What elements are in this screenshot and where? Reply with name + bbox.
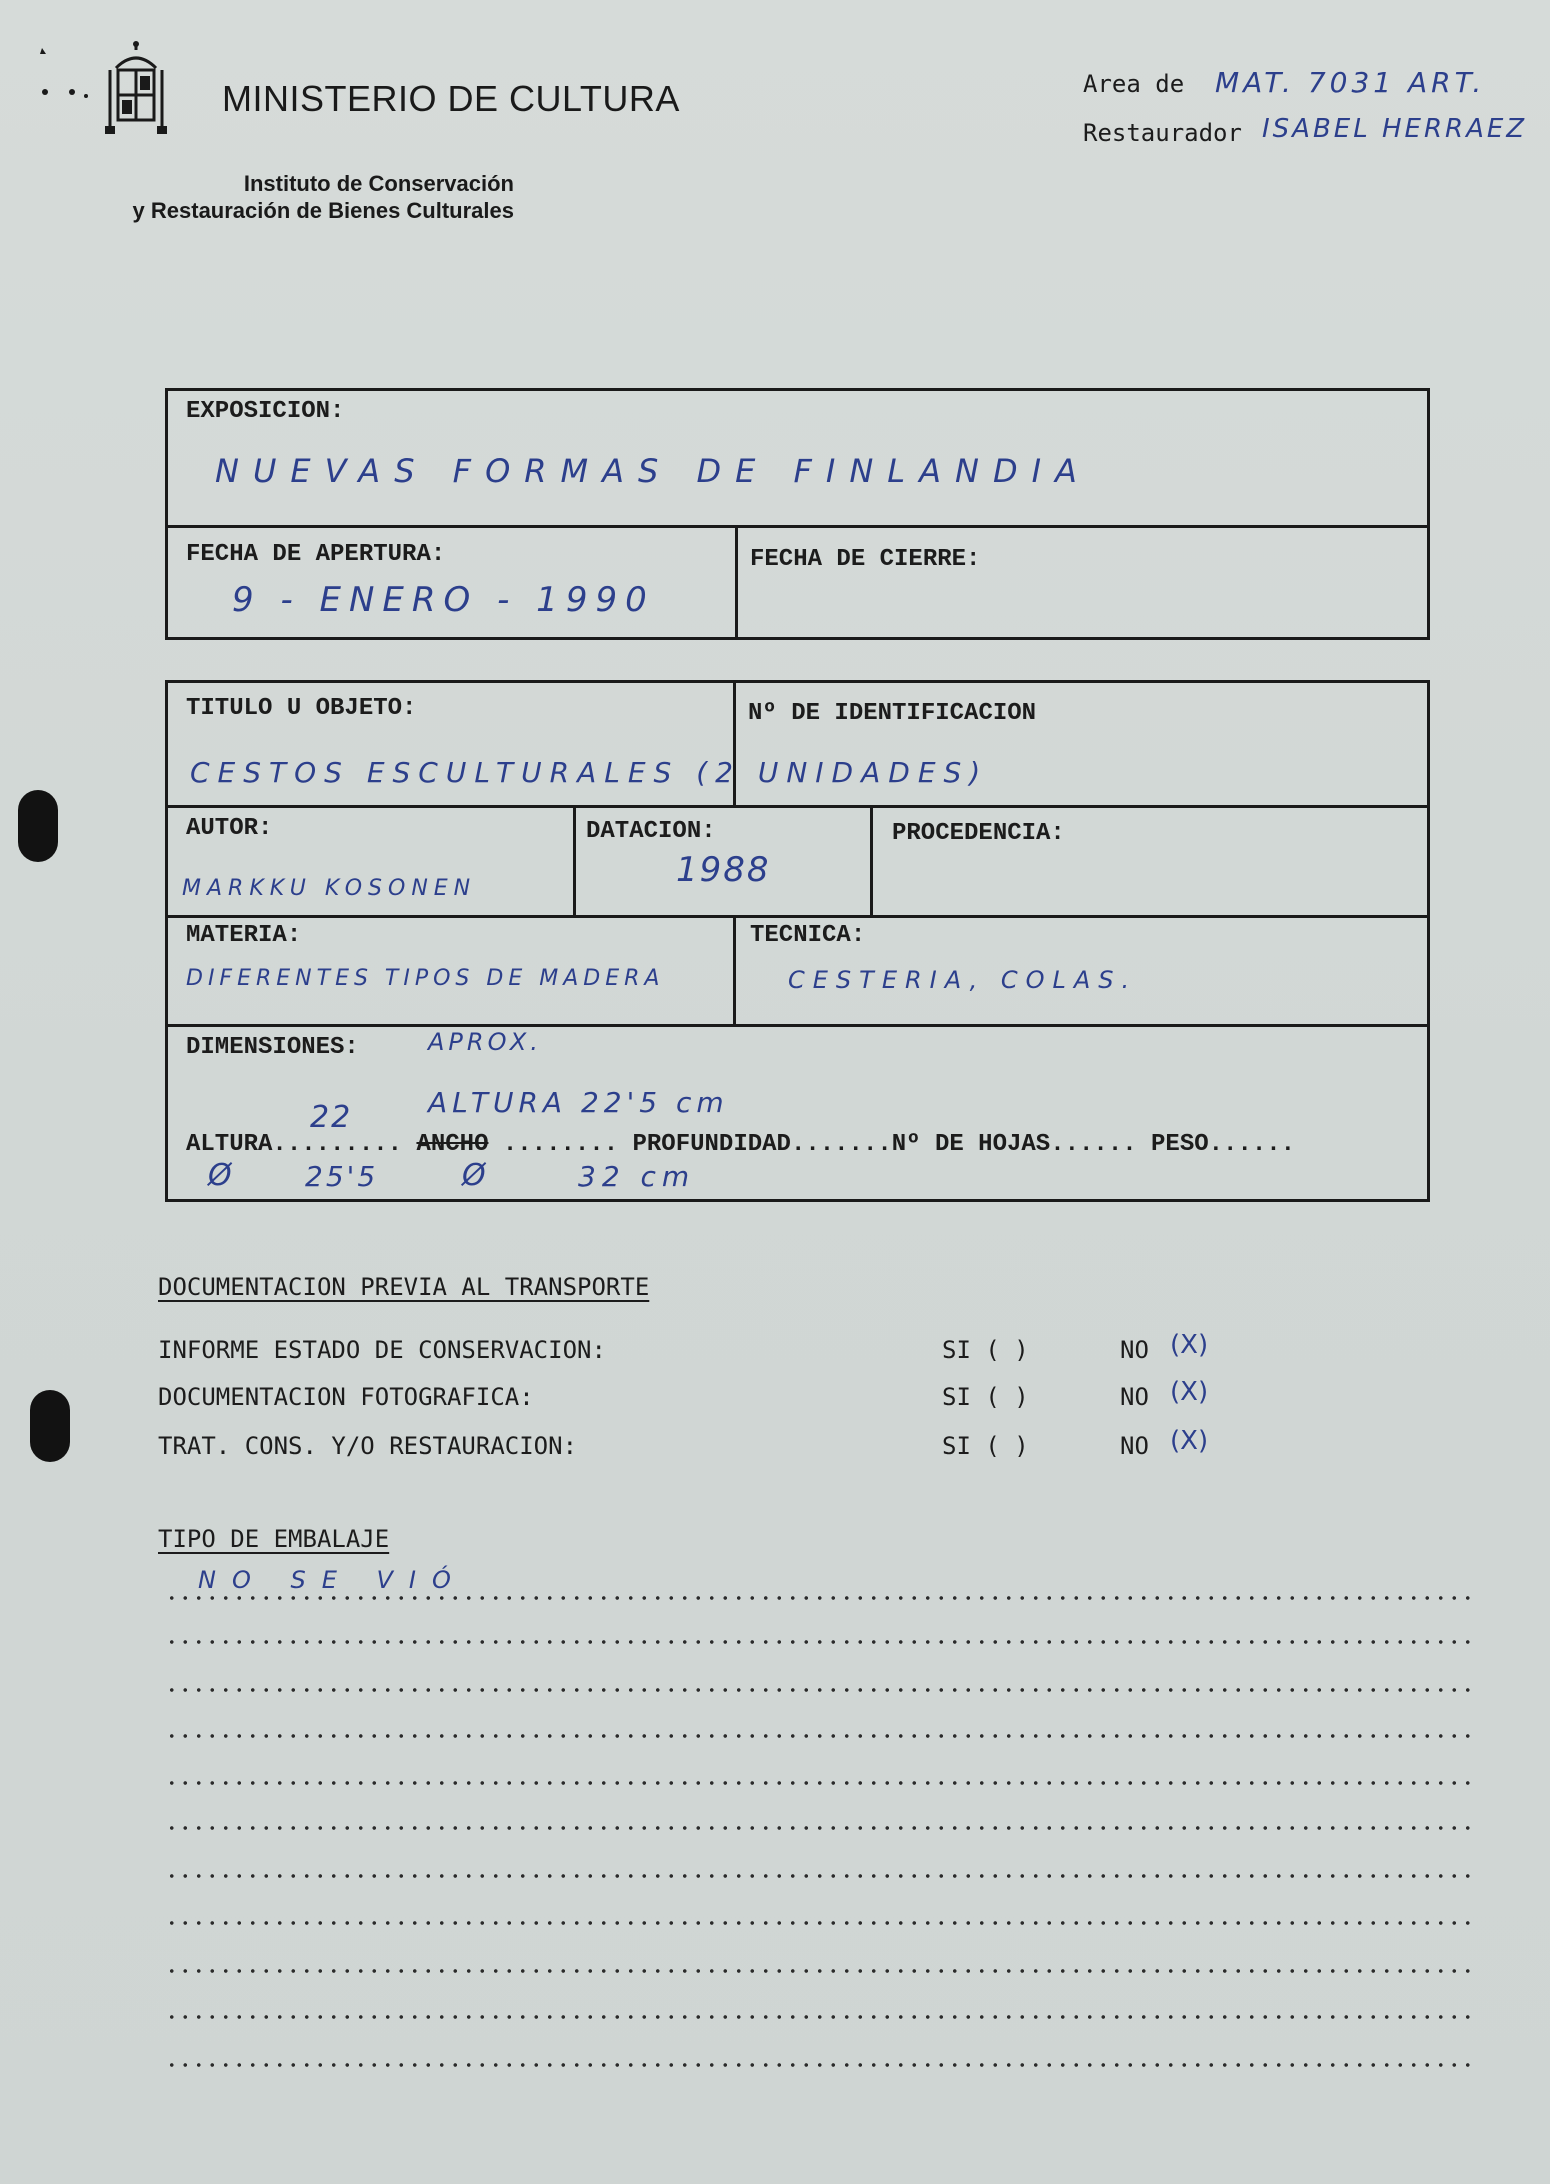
institute-line: y Restauración de Bienes Culturales <box>132 198 514 223</box>
check-mark: (X) <box>1170 1377 1209 1407</box>
punch-hole <box>30 1390 70 1462</box>
divider <box>165 915 1430 918</box>
dotted-line <box>165 1640 1470 1644</box>
dotted-leader: ...... <box>1050 1131 1137 1158</box>
check-mark: (X) <box>1170 1330 1209 1360</box>
dotted-line <box>165 1874 1470 1878</box>
dotted-line <box>165 1826 1470 1830</box>
doc-row-si: SI ( ) <box>942 1336 1029 1364</box>
doc-row-no: NO <box>1120 1383 1149 1411</box>
institute-name <box>90 170 514 224</box>
divider <box>165 525 1430 528</box>
diameter-value: 25'5 <box>305 1160 379 1193</box>
doc-row-no: NO <box>1120 1432 1149 1460</box>
dotted-leader: ...... <box>1208 1131 1296 1158</box>
dotted-leader: ....... <box>790 1131 892 1158</box>
divider <box>735 525 738 640</box>
institute-line: Instituto de Conservación <box>243 171 514 196</box>
documentacion-heading: DOCUMENTACION PREVIA AL TRANSPORTE <box>158 1273 650 1301</box>
ancho-label: ANCHO <box>416 1131 489 1158</box>
divider <box>733 915 736 1024</box>
divider <box>165 1024 1430 1027</box>
exposicion-label: EXPOSICION: <box>186 398 345 425</box>
check-mark: (X) <box>1170 1426 1209 1456</box>
peso-label: PESO <box>1151 1131 1209 1158</box>
area-label: Area de <box>1083 70 1185 98</box>
datacion-value: 1988 <box>676 850 771 890</box>
doc-row-no: NO <box>1120 1336 1149 1364</box>
area-value: MAT. 7031 ART. <box>1215 66 1486 99</box>
restaurador-label: Restaurador <box>1083 119 1242 147</box>
dotted-line <box>165 1734 1470 1738</box>
tecnica-value: CESTERIA, COLAS. <box>788 966 1138 994</box>
datacion-label: DATACION: <box>586 818 716 845</box>
doc-row-label: DOCUMENTACION FOTOGRAFICA: <box>158 1383 534 1411</box>
dotted-leader: ........ <box>502 1131 619 1158</box>
divider <box>870 805 873 915</box>
divider <box>573 805 576 915</box>
autor-label: AUTOR: <box>186 815 273 842</box>
titulo-value: CESTOS ESCULTURALES (2 UNIDADES) <box>190 756 989 789</box>
embalaje-value: NO SE VIÓ <box>198 1566 467 1594</box>
dimensiones-value: APROX. <box>428 1028 542 1056</box>
diameter-value: 32 cm <box>578 1160 696 1193</box>
restaurador-value: ISABEL HERRAEZ <box>1262 114 1528 144</box>
exposicion-value: NUEVAS FORMAS DE FINLANDIA <box>215 452 1091 490</box>
dotted-line <box>165 1969 1470 1973</box>
embalaje-heading: TIPO DE EMBALAJE <box>158 1525 390 1553</box>
punch-hole <box>18 790 58 862</box>
divider <box>165 805 1430 808</box>
profundidad-label: PROFUNDIDAD <box>632 1131 791 1158</box>
fecha-apertura-value: 9 - ENERO - 1990 <box>232 580 655 620</box>
materia-label: MATERIA: <box>186 922 302 949</box>
dotted-leader: ......... <box>272 1131 403 1158</box>
tecnica-label: TECNICA: <box>750 922 866 949</box>
autor-value: MARKKU KOSONEN <box>182 876 477 901</box>
dimensiones-label: DIMENSIONES: <box>186 1034 359 1061</box>
materia-value: DIFERENTES TIPOS DE MADERA <box>186 966 665 991</box>
dotted-line <box>165 1781 1470 1785</box>
fecha-cierre-label: FECHA DE CIERRE: <box>750 546 981 573</box>
titulo-label: TITULO U OBJETO: <box>186 695 417 722</box>
dotted-line <box>165 2063 1470 2067</box>
hojas-label: Nº DE HOJAS <box>891 1131 1051 1158</box>
dotted-line <box>165 1921 1470 1925</box>
dotted-line <box>165 1688 1470 1692</box>
coat-of-arms-icon <box>30 40 180 140</box>
altura-label: ALTURA <box>186 1131 273 1158</box>
identificacion-label: Nº DE IDENTIFICACION <box>748 700 1037 727</box>
dotted-line <box>165 2015 1470 2019</box>
doc-row-si: SI ( ) <box>942 1383 1029 1411</box>
ministry-title: MINISTERIO DE CULTURA <box>222 78 680 119</box>
altura-label-row <box>186 1131 1295 1158</box>
procedencia-label: PROCEDENCIA: <box>892 820 1065 847</box>
diameter-symbol: Ø <box>462 1158 492 1193</box>
doc-row-label: TRAT. CONS. Y/O RESTAURACION: <box>158 1432 578 1460</box>
diameter-symbol: Ø <box>208 1158 238 1193</box>
fecha-apertura-label: FECHA DE APERTURA: <box>186 541 446 568</box>
altura-value: 22 <box>310 1100 353 1135</box>
dotted-line <box>165 1596 1470 1600</box>
altura-note: ALTURA 22'5 cm <box>428 1086 729 1119</box>
doc-row-label: INFORME ESTADO DE CONSERVACION: <box>158 1336 606 1364</box>
doc-row-si: SI ( ) <box>942 1432 1029 1460</box>
